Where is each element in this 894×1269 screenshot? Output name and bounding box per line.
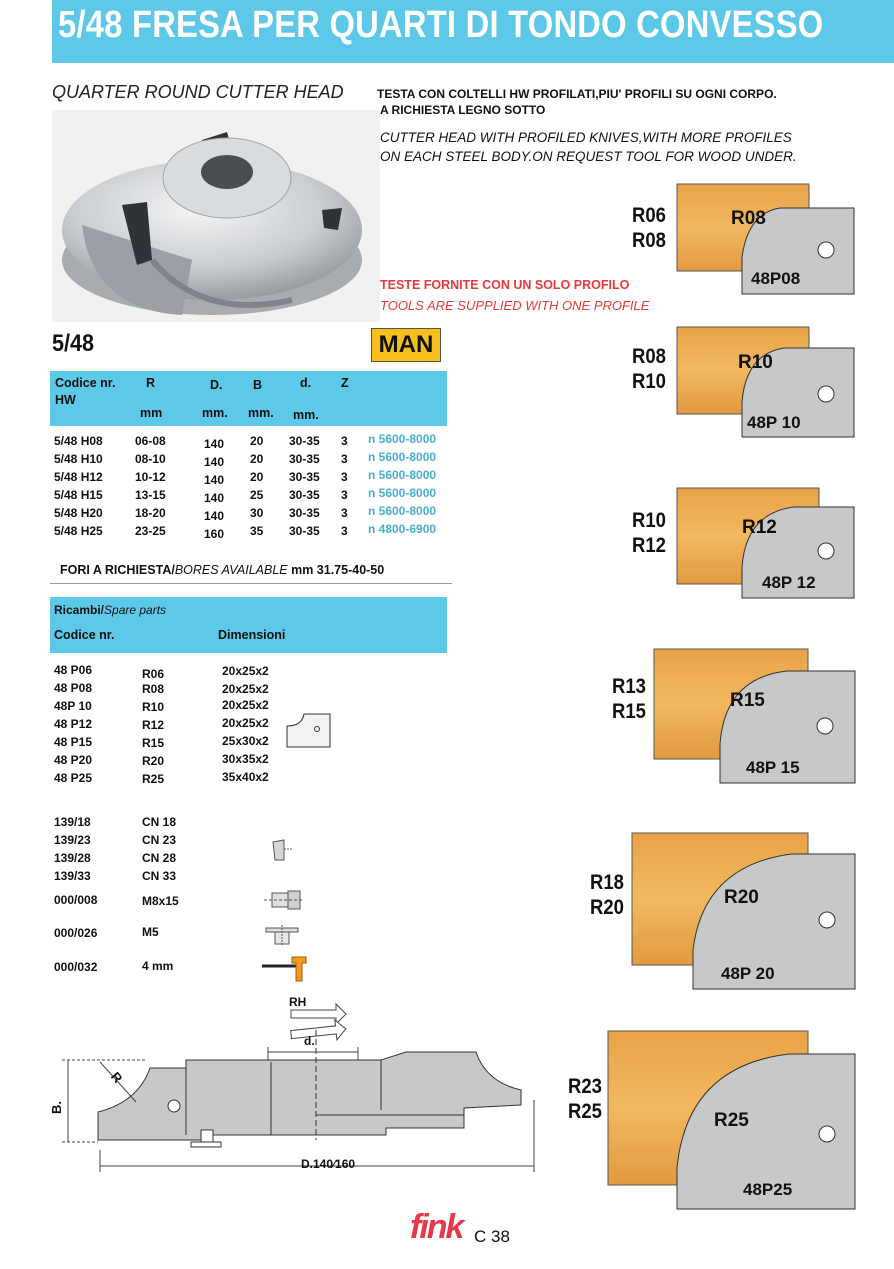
spares-heading-en: Spare parts <box>104 603 167 617</box>
cell-radius: 13-15 <box>135 488 166 502</box>
knife-list <box>54 663 294 793</box>
cutter-section-diagram <box>46 990 566 1180</box>
nut-code: 000/026 <box>54 926 98 940</box>
radius-max: R15 <box>612 700 646 723</box>
radius-label: R <box>107 1069 126 1086</box>
radius-pair <box>632 203 666 253</box>
list-item <box>54 869 254 887</box>
radius-pair <box>632 508 666 558</box>
list-item <box>54 663 294 681</box>
cell-diameter: 140 <box>204 455 225 469</box>
cell-diameter: 140 <box>204 473 225 487</box>
description-italian <box>377 86 777 118</box>
description-italian-line: A RICHIESTA LEGNO SOTTO <box>380 103 546 117</box>
cell-diameter: 160 <box>204 527 225 541</box>
clamp-code: 139/18 <box>54 815 91 829</box>
radius-pair <box>590 870 624 920</box>
spares-col-dimensions: Dimensioni <box>218 628 286 642</box>
list-item <box>54 699 294 717</box>
cell-diameter: 140 <box>204 491 225 505</box>
spares-header <box>50 597 447 653</box>
key-desc: 4 mm <box>142 959 174 973</box>
knife-dimensions: 35x40x2 <box>222 770 269 784</box>
cell-radius: 18-20 <box>135 506 166 520</box>
cell-rpm: n 5600-8000 <box>368 486 437 500</box>
description-english <box>380 128 797 166</box>
radius-min: R10 <box>632 509 666 532</box>
man-badge: MAN <box>371 328 441 362</box>
knife-dimensions: 20x25x2 <box>222 682 269 696</box>
table-header <box>50 371 447 426</box>
clamp-desc: CN 33 <box>142 869 177 883</box>
knife-dimensions: 20x25x2 <box>222 698 269 712</box>
bores-note-it: FORI A RICHIESTA/ <box>60 563 175 577</box>
clamp-wedge-icon <box>270 838 296 862</box>
cell-code: 5/48 H08 <box>54 434 103 448</box>
cell-radius: 10-12 <box>135 470 166 484</box>
profile-r12 <box>632 487 857 599</box>
cell-bore: 30-35 <box>289 488 320 502</box>
unit-diameter: mm. <box>202 406 228 420</box>
height-label: B. <box>49 1101 64 1114</box>
knife-radius-label: R12 <box>742 517 777 538</box>
key-code: 000/032 <box>54 960 98 974</box>
clamp-code: 139/28 <box>54 851 91 865</box>
clamp-desc: CN 23 <box>142 833 177 847</box>
profile-r25 <box>568 1030 857 1210</box>
cell-bore: 30-35 <box>289 434 320 448</box>
radius-min: R23 <box>568 1075 602 1098</box>
divider <box>50 583 452 584</box>
clamp-desc: CN 28 <box>142 851 177 865</box>
radius-max: R12 <box>632 534 666 557</box>
knife-radius: R08 <box>142 682 165 696</box>
header-diameter: D. <box>210 378 223 392</box>
knife-code-label: 48P 15 <box>746 758 800 777</box>
knife-radius-label: R08 <box>731 208 766 229</box>
knife-radius: R15 <box>142 736 165 750</box>
knife-code-label: 48P25 <box>743 1180 793 1199</box>
list-item <box>54 681 294 699</box>
cell-teeth: 3 <box>341 506 348 520</box>
knife-code: 48 P06 <box>54 663 93 677</box>
knife-radius: R25 <box>142 772 165 786</box>
bore-label: d. <box>304 1034 315 1048</box>
list-item <box>54 717 294 735</box>
knife-code: 48 P20 <box>54 753 93 767</box>
profile-r10 <box>632 326 857 438</box>
cell-teeth: 3 <box>341 452 348 466</box>
spares-heading <box>54 603 166 617</box>
cell-code: 5/48 H12 <box>54 470 103 484</box>
profile-r08 <box>632 183 857 295</box>
knife-radius: R06 <box>142 667 165 681</box>
model-number: 5/48 <box>52 330 95 357</box>
cell-radius: 08-10 <box>135 452 166 466</box>
spares-heading-it: Ricambi/ <box>54 603 105 617</box>
cell-code: 5/48 H25 <box>54 524 103 538</box>
cell-bore: 30-35 <box>289 452 320 466</box>
knife-radius-label: R20 <box>724 887 759 908</box>
cell-code: 5/48 H10 <box>54 452 103 466</box>
cell-teeth: 3 <box>341 488 348 502</box>
header-radius: R <box>146 376 156 390</box>
cell-teeth: 3 <box>341 524 348 538</box>
knife-code: 48 P12 <box>54 717 93 731</box>
cell-rpm: n 5600-8000 <box>368 450 437 464</box>
list-item <box>54 851 254 869</box>
knife-radius: R12 <box>142 718 165 732</box>
unit-height: mm. <box>248 406 274 420</box>
radius-max: R10 <box>632 370 666 393</box>
radius-min: R06 <box>632 204 666 227</box>
radius-pair <box>568 1074 602 1124</box>
screw-desc: M8x15 <box>142 894 179 908</box>
spares-col-code: Codice nr. <box>54 628 115 642</box>
cell-code: 5/48 H15 <box>54 488 103 502</box>
diameter-label: D.140∕160 <box>301 1157 356 1171</box>
supplied-note-italian: TESTE FORNITE CON UN SOLO PROFILO <box>380 278 630 292</box>
radius-pair <box>612 674 646 724</box>
list-item <box>54 815 254 833</box>
knife-code: 48 P08 <box>54 681 93 695</box>
description-english-line: ON EACH STEEL BODY.ON REQUEST TOOL FOR WOOD UNDER. <box>380 149 797 164</box>
header-bore: d. <box>300 376 312 390</box>
cell-height: 25 <box>250 488 264 502</box>
clamp-code: 139/33 <box>54 869 91 883</box>
cell-rpm: n 5600-8000 <box>368 504 437 518</box>
page-title: 5/48 FRESA PER QUARTI DI TONDO CONVESSO <box>58 4 824 46</box>
description-english-line: CUTTER HEAD WITH PROFILED KNIVES,WITH MORE PROFILES <box>380 130 792 145</box>
bores-note-sizes: mm 31.75-40-50 <box>287 563 385 577</box>
header-teeth: Z <box>341 376 349 390</box>
knife-code: 48P 10 <box>54 699 92 713</box>
supplied-note-english: TOOLS ARE SUPPLIED WITH ONE PROFILE <box>380 298 650 313</box>
knife-code-label: 48P 20 <box>721 964 775 983</box>
fink-logo: fink <box>410 1208 463 1246</box>
knife-code: 48 P15 <box>54 735 93 749</box>
bores-note <box>60 563 384 577</box>
knife-radius: R10 <box>142 700 165 714</box>
cell-radius: 06-08 <box>135 434 166 448</box>
rh-label: RH <box>289 995 307 1009</box>
screw-icon <box>262 889 304 911</box>
knife-thumbnail-icon <box>286 713 331 748</box>
knife-radius-label: R10 <box>738 352 773 373</box>
knife-dimensions: 25x30x2 <box>222 734 269 748</box>
knife-code-label: 48P08 <box>751 269 801 288</box>
cell-bore: 30-35 <box>289 506 320 520</box>
header-height: B <box>253 378 263 392</box>
cell-height: 20 <box>250 452 264 466</box>
title-bar <box>52 0 894 63</box>
radius-max: R20 <box>590 896 624 919</box>
cell-bore: 30-35 <box>289 524 320 538</box>
radius-pair <box>632 344 666 394</box>
profile-r20 <box>590 832 857 990</box>
subtitle-english: QUARTER ROUND CUTTER HEAD <box>52 82 344 102</box>
header-code-hw: HW <box>55 393 76 407</box>
knife-radius-label: R15 <box>730 690 765 711</box>
cell-rpm: n 5600-8000 <box>368 432 437 446</box>
radius-min: R08 <box>632 345 666 368</box>
bores-note-en: BORES AVAILABLE <box>174 563 288 577</box>
list-item <box>54 926 254 944</box>
profile-r15 <box>612 648 857 784</box>
unit-radius: mm <box>140 406 163 420</box>
cutter-head-photo <box>52 110 380 322</box>
cell-height: 35 <box>250 524 264 538</box>
unit-bore: mm. <box>293 408 319 422</box>
knife-dimensions: 30x35x2 <box>222 752 269 766</box>
knife-radius-label: R25 <box>714 1110 749 1131</box>
knife-radius: R20 <box>142 754 165 768</box>
radius-min: R18 <box>590 871 624 894</box>
cell-height: 20 <box>250 434 264 448</box>
clamp-code: 139/23 <box>54 833 91 847</box>
list-item <box>54 833 254 851</box>
radius-min: R13 <box>612 675 646 698</box>
cell-rpm: n 5600-8000 <box>368 468 437 482</box>
screw-code: 000/008 <box>54 893 98 907</box>
radius-max: R25 <box>568 1100 602 1123</box>
list-item <box>54 960 254 978</box>
cell-diameter: 140 <box>204 437 225 451</box>
page-number: C 38 <box>474 1227 510 1246</box>
cell-rpm: n 4800-6900 <box>368 522 437 536</box>
header-code: Codice nr. <box>55 376 116 390</box>
description-italian-line: TESTA CON COLTELLI HW PROFILATI,PIU' PROFILI SU OGNI CORPO. <box>377 87 777 101</box>
knife-dimensions: 20x25x2 <box>222 716 269 730</box>
knife-code-label: 48P 12 <box>762 573 816 592</box>
cell-teeth: 3 <box>341 470 348 484</box>
allen-key-icon <box>260 953 310 985</box>
knife-dimensions: 20x25x2 <box>222 664 269 678</box>
nut-icon <box>264 924 300 946</box>
list-item <box>54 753 294 771</box>
radius-max: R08 <box>632 229 666 252</box>
knife-code: 48 P25 <box>54 771 93 785</box>
cell-teeth: 3 <box>341 434 348 448</box>
cell-height: 30 <box>250 506 264 520</box>
list-item <box>54 771 294 789</box>
cell-height: 20 <box>250 470 264 484</box>
cell-bore: 30-35 <box>289 470 320 484</box>
clamp-list <box>54 815 254 885</box>
knife-code-label: 48P 10 <box>747 413 801 432</box>
list-item <box>54 893 254 911</box>
cell-radius: 23-25 <box>135 524 166 538</box>
clamp-desc: CN 18 <box>142 815 177 829</box>
cell-code: 5/48 H20 <box>54 506 103 520</box>
cell-diameter: 140 <box>204 509 225 523</box>
list-item <box>54 735 294 753</box>
nut-desc: M5 <box>142 925 159 939</box>
